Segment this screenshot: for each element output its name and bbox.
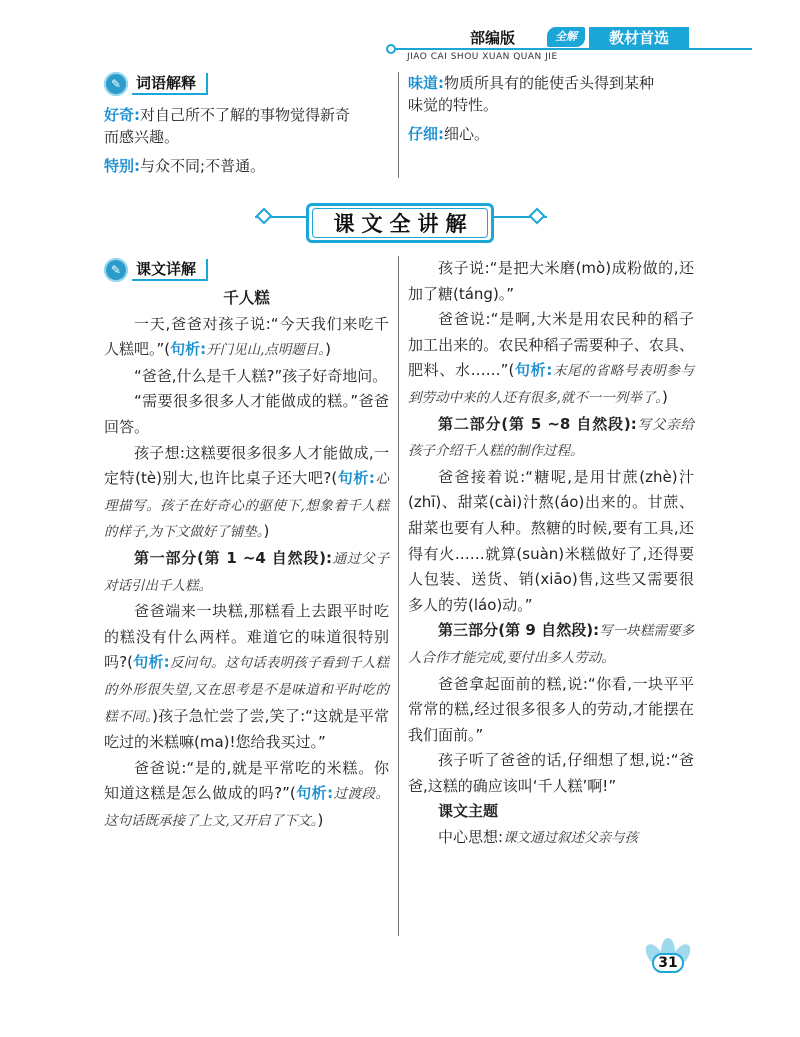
banner-ornament-left (256, 208, 273, 225)
analysis-note: 开门见山,点明题目。 (206, 342, 326, 359)
analysis-label: 句析: (295, 784, 334, 803)
glossary-entry-weidao: 味道:物质所具有的能使舌头得到某种 味觉的特性。 (408, 74, 655, 114)
glossary-term: 特别 (104, 157, 135, 175)
part-summary-2: 第二部分(第 5 ~8 自然段):写父亲给孩子介绍千人糕的制作过程。 (408, 414, 694, 460)
paragraph-4: 孩子想:这糕要很多很多人才能做成,一定特(tè)别大,也许比桌子还大吧?(句析:心理描写。孩子在好奇心的驱使下,想象着千人糕的样子,为下文做好了铺垫。) (104, 443, 389, 541)
banner-ornament-right (529, 208, 546, 225)
glossary-def: 物质所具有的能使舌头得到某种 (444, 74, 655, 92)
page-number: 31 (652, 953, 684, 973)
analysis-label: 句析: (170, 340, 207, 359)
header-rule-dot (386, 44, 396, 54)
analysis-note: 反问句。这句话表明孩子看到千人糕的外形很失望,又在思考是不是味道和平时吃的糕不同。 (104, 655, 389, 725)
paragraph-8: 爸爸说:“是啊,大米是用农民种的稻子加工出来的。农民种稻子需要种子、农具、肥料、水……”(句析:末尾的省略号表明参与到劳动中来的人还有很多,就不一一列举了。) (408, 310, 695, 406)
analysis-note: 过渡段。这句话既承接了上文,又开启了下文。 (104, 786, 390, 829)
glossary-entry-haoqi: 好奇:对自己所不了解的事物觉得新奇 而感兴趣。 (104, 106, 351, 146)
paragraph-3: “需要很多很多人才能做成的糕。”爸爸回答。 (104, 392, 389, 436)
paragraph-2: “爸爸,什么是千人糕?”孩子好奇地问。 (134, 366, 388, 385)
book-icon: ✎ (104, 72, 128, 96)
text-column-left (104, 286, 389, 834)
part-summary-1: 第一部分(第 1 ~4 自然段):通过父子对话引出千人糕。 (104, 548, 389, 594)
glossary-def: 与众不同;不普通。 (140, 157, 266, 175)
paragraph-7: 孩子说:“是把大米磨(mò)成粉做的,还加了糖(táng)。” (408, 259, 694, 303)
edition-label: 部编版 (470, 29, 516, 47)
theme-heading: 课文主题 (438, 802, 499, 821)
paragraph-10: 爸爸拿起面前的糕,说:“你看,一块平平常常的糕,经过很多很多人的劳动,才能摆在我们面前。” (408, 674, 694, 744)
glossary-term: 好奇 (104, 106, 135, 124)
text-column-right (408, 256, 694, 852)
analysis-label: 句析: (133, 653, 170, 672)
series-logo: 全解 (547, 27, 585, 47)
lesson-title: 千人糕 (223, 289, 270, 307)
series-pinyin: JIAO CAI SHOU XUAN QUAN JIE (407, 52, 558, 62)
paragraph-11: 孩子听了爸爸的话,仔细想了想,说:“爸爸,这糕的确应该叫‘千人糕’啊!” (408, 751, 694, 795)
glossary-def: 味觉的特性。 (408, 96, 499, 114)
paragraph-5: 爸爸端来一块糕,那糕看上去跟平时吃的糕没有什么两样。难道它的味道很特别吗?(句析:反问句。这句话表明孩子看到千人糕的外形很失望,又在思考是不是味道和平时吃的糕不同。)孩子急忙尝了尝,笑了:“这就是平常吃过的米糕嘛(ma)!您给我买过。” (104, 602, 389, 752)
glossary-def: 细心。 (444, 125, 490, 143)
part-summary-3: 第三部分(第 9 自然段):写一块糕需要多人合作才能完成,要付出多人劳动。 (408, 621, 695, 666)
paragraph-9: 爸爸接着说:“糖呢,是用甘蔗(zhè)汁(zhī)、甜菜(cài)汁熬(áo)出来的。甘蔗、甜菜也要有人种。熬糖的时候,要有工具,还得有火……就算(suàn)米糕做好了,还得要人包装、送货、销(xiāo)售,这些又需要很多人的劳(láo)动。” (408, 467, 694, 614)
section-banner (306, 203, 494, 243)
book-icon: ✎ (104, 258, 128, 282)
theme-text: 中心思想:课文通过叙述父亲与孩 (438, 828, 639, 847)
glossary-divider (398, 72, 399, 178)
glossary-term: 仔细 (408, 125, 439, 143)
series-brand: 教材首选 (589, 27, 689, 49)
glossary-tag-label: 词语解释 (132, 73, 208, 95)
analysis-label: 句析: (337, 469, 375, 488)
paragraph-1: 一天,爸爸对孩子说:“今天我们来吃千人糕吧。”(句析:开门见山,点明题目。) (104, 314, 389, 359)
section-banner-title: 课文全讲解 (312, 208, 488, 238)
detail-tag-label: 课文详解 (132, 259, 208, 281)
glossary-term: 味道 (408, 74, 439, 92)
analysis-label: 句析: (514, 361, 553, 380)
analysis-note: 末尾的省略号表明参与到劳动中来的人还有很多,就不一一列举了。 (408, 363, 695, 406)
header-rule (392, 48, 752, 50)
column-divider (398, 256, 399, 936)
detail-tag (104, 259, 208, 281)
glossary-def: 而感兴趣。 (104, 128, 180, 146)
paragraph-6: 爸爸说:“是的,就是平常吃的米糕。你知道这糕是怎么做成的吗?”(句析:过渡段。这句话既承接了上文,又开启了下文。) (104, 758, 390, 829)
glossary-tag (104, 73, 208, 95)
glossary-def: 对自己所不了解的事物觉得新奇 (140, 106, 351, 124)
glossary-entry-zixi: 仔细:细心。 (408, 125, 490, 143)
glossary-entry-tebie: 特别:与众不同;不普通。 (104, 157, 266, 175)
analysis-note: 心理描写。孩子在好奇心的驱使下,想象着千人糕的样子,为下文做好了铺垫。 (104, 471, 389, 541)
